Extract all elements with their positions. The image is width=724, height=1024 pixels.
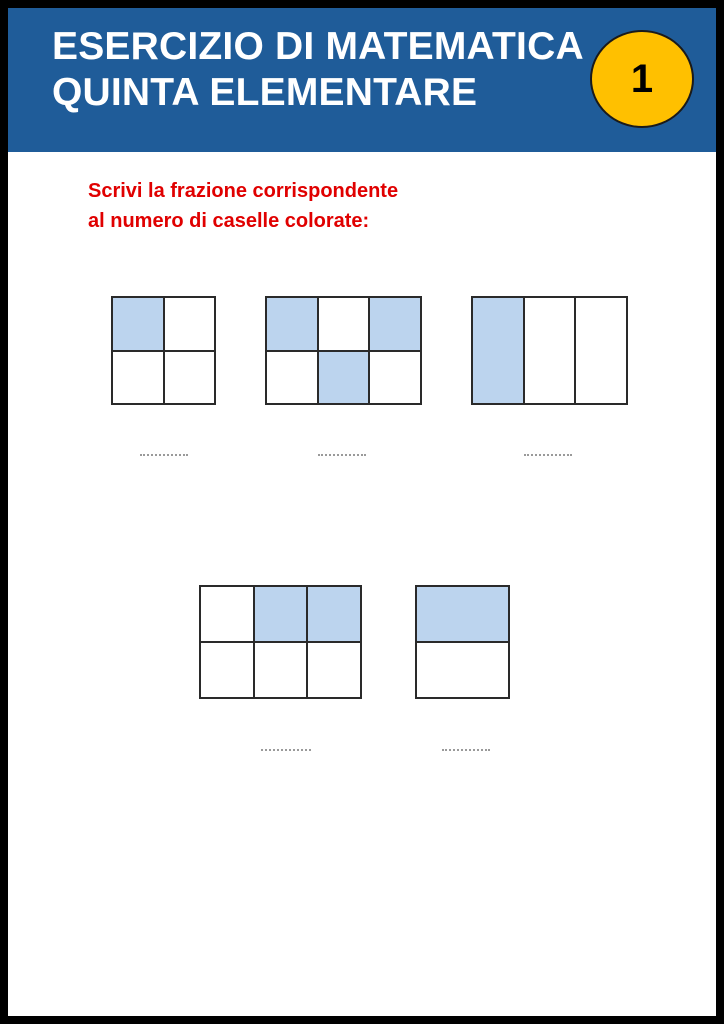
fraction-grid-1 [111, 296, 216, 405]
shaded-cell [266, 297, 318, 351]
instructions-line-2: al numero di caselle colorate: [88, 210, 370, 232]
title-line-1: ESERCIZIO DI MATEMATICA [52, 25, 584, 68]
shaded-cell [472, 297, 524, 404]
empty-cell [112, 351, 164, 405]
empty-cell [266, 351, 318, 405]
shaded-cell [307, 586, 361, 642]
empty-cell [318, 297, 370, 351]
instructions-line-1: Scrivi la frazione corrispondente [88, 180, 399, 202]
header-banner [8, 8, 716, 152]
shaded-cell [254, 586, 308, 642]
fraction-grid-2 [265, 296, 422, 405]
shaded-cell [112, 297, 164, 351]
empty-cell [416, 642, 509, 698]
answer-line-3[interactable] [524, 454, 572, 456]
empty-cell [307, 642, 361, 698]
title-line-2: QUINTA ELEMENTARE [52, 71, 478, 114]
fraction-grid-5 [415, 585, 510, 699]
empty-cell [164, 351, 216, 405]
fraction-grid-3 [471, 296, 628, 405]
empty-cell [575, 297, 627, 404]
empty-cell [369, 351, 421, 405]
shaded-cell [369, 297, 421, 351]
answer-line-2[interactable] [318, 454, 366, 456]
answer-line-4[interactable] [261, 749, 311, 751]
shaded-cell [416, 586, 509, 642]
exercise-number-badge: 1 [590, 30, 694, 128]
instructions-text [88, 176, 398, 236]
page-title [52, 24, 584, 116]
empty-cell [254, 642, 308, 698]
answer-line-1[interactable] [140, 454, 188, 456]
empty-cell [164, 297, 216, 351]
shaded-cell [318, 351, 370, 405]
empty-cell [200, 586, 254, 642]
empty-cell [200, 642, 254, 698]
fraction-grid-4 [199, 585, 362, 699]
answer-line-5[interactable] [442, 749, 490, 751]
empty-cell [524, 297, 576, 404]
